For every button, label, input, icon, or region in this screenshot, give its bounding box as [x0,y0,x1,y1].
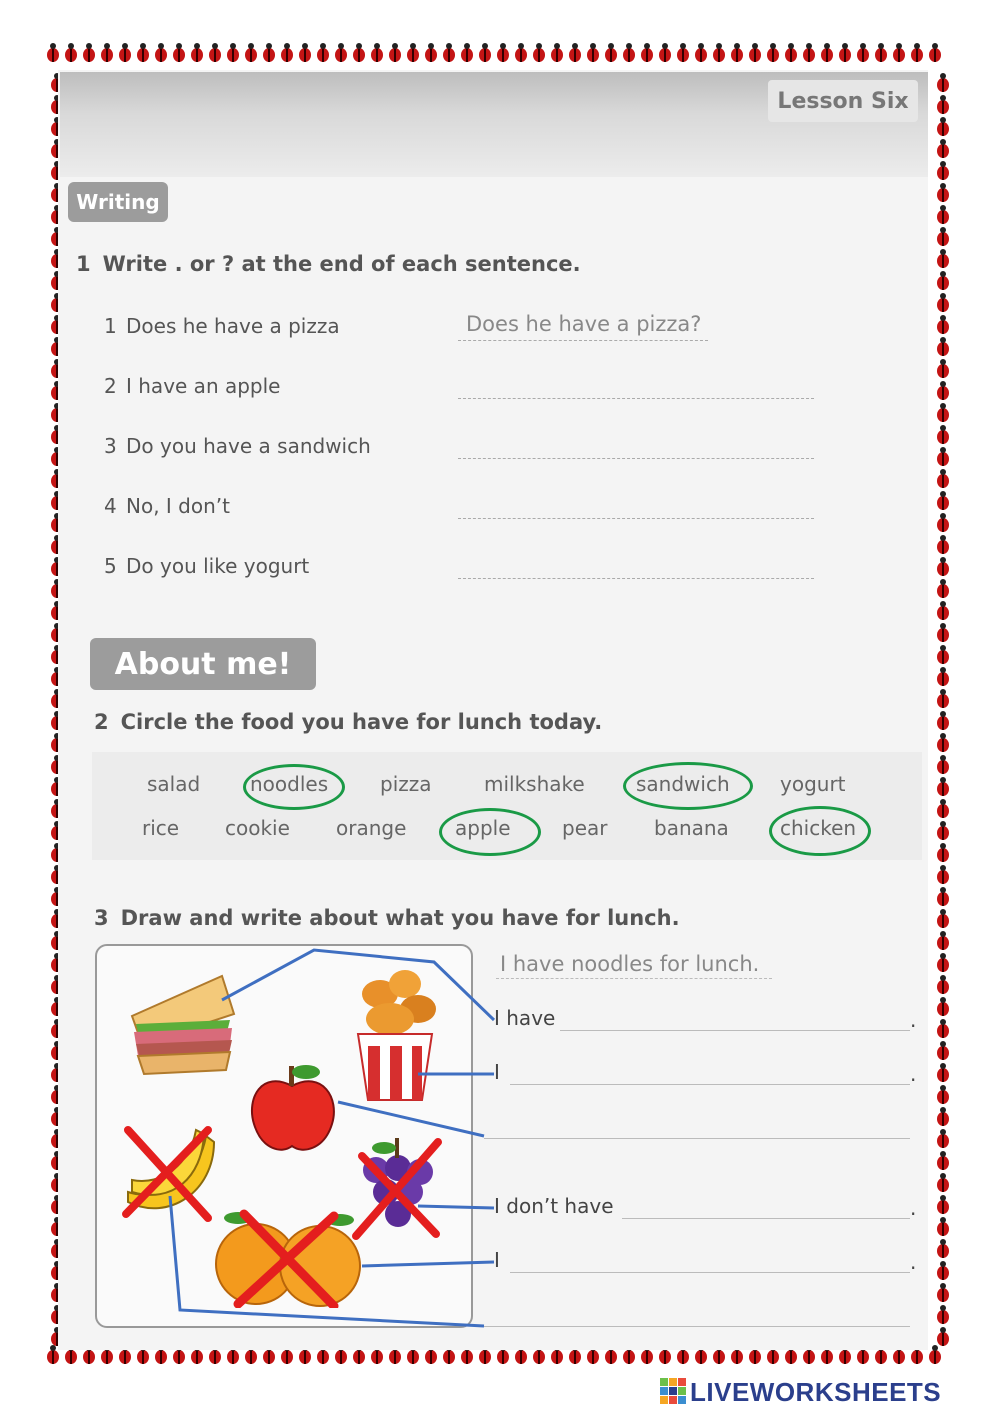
word-cookie[interactable]: cookie [225,816,290,840]
word-apple[interactable]: apple [455,816,511,840]
write-line-5[interactable] [510,1272,910,1273]
exercise1-instruction: Write . or ? at the end of each sentence. [102,252,581,276]
line-4-label: I don’t have [494,1194,614,1218]
word-rice[interactable]: rice [142,816,180,840]
exercise1-item-1: 1 Does he have a pizza [104,314,340,338]
write-line-1[interactable] [560,1030,910,1031]
line-4-period: . [910,1196,917,1220]
exercise3-instruction: Draw and write about what you have for lunch. [120,906,680,930]
line-2-label: I [494,1060,500,1084]
exercise2-instruction: Circle the food you have for lunch today. [120,710,603,734]
liveworksheets-brand[interactable]: LIVEWORKSHEETS [690,1377,942,1407]
word-sandwich[interactable]: sandwich [636,772,730,796]
write-line-6[interactable] [484,1326,910,1327]
writing-tag: Writing [68,182,168,222]
exercise1-number: 1 [76,252,91,276]
word-orange[interactable]: orange [336,816,407,840]
exercise1-item-5: 5 Do you like yogurt [104,554,310,578]
line-5-period: . [910,1250,917,1274]
word-pizza[interactable]: pizza [380,772,432,796]
write-line-2[interactable] [510,1084,910,1085]
exercise2-number: 2 [94,710,109,734]
about-me-tag: About me! [90,638,316,690]
word-pear[interactable]: pear [562,816,608,840]
line-5-label: I [494,1248,500,1272]
sample-sentence: I have noodles for lunch. [500,952,760,976]
line-1-label: I have [494,1006,556,1030]
word-noodles[interactable]: noodles [250,772,329,796]
word-milkshake[interactable]: milkshake [484,772,585,796]
exercise1-item-3: 3 Do you have a sandwich [104,434,371,458]
exercise3-number: 3 [94,906,109,930]
write-line-3[interactable] [484,1138,910,1139]
write-line-4[interactable] [622,1218,910,1219]
sample-line [496,978,772,979]
word-yogurt[interactable]: yogurt [780,772,846,796]
line-2-period: . [910,1062,917,1086]
line-1-period: . [910,1008,917,1032]
exercise1-item-2: 2 I have an apple [104,374,281,398]
exercise1-answer-1[interactable]: Does he have a pizza? [466,312,702,336]
word-salad[interactable]: salad [147,772,201,796]
liveworksheets-logo-icon [660,1378,686,1404]
word-chicken[interactable]: chicken [780,816,857,840]
exercise1-item-4: 4 No, I don’t [104,494,230,518]
word-banana[interactable]: banana [654,816,729,840]
lesson-title: Lesson Six [768,80,918,122]
